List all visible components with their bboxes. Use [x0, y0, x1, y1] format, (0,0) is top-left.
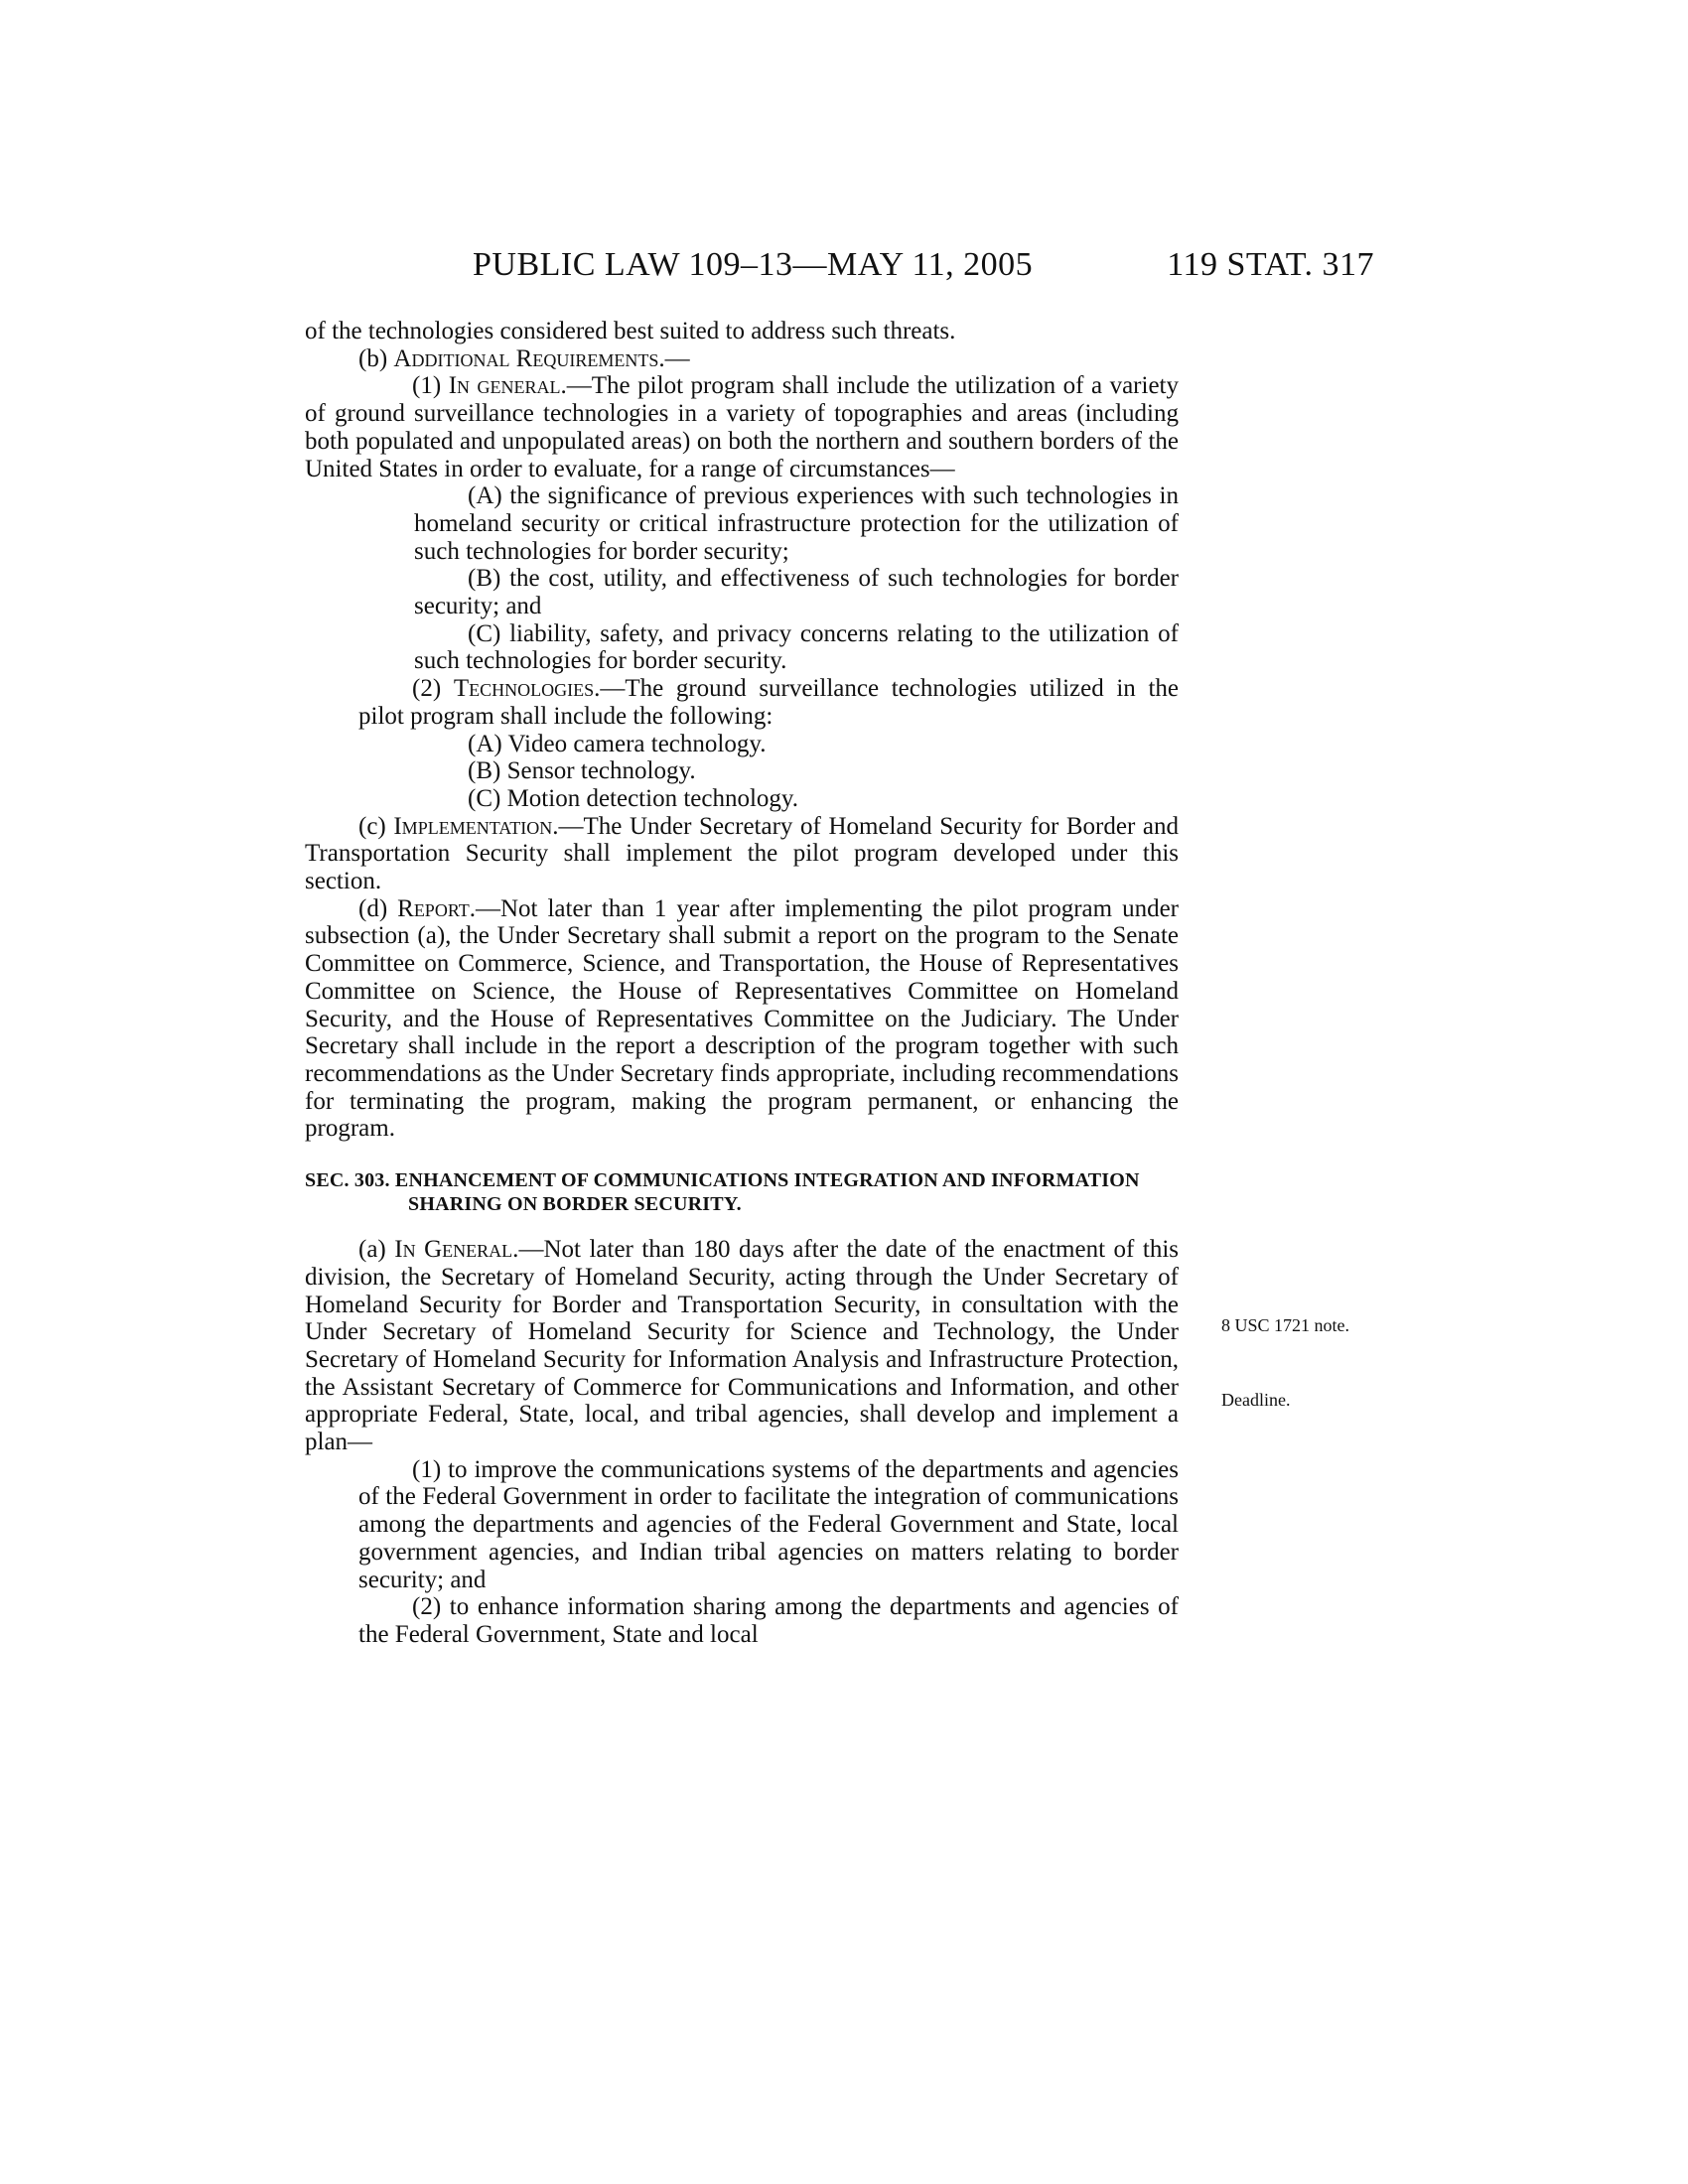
continuation-paragraph: of the technologies considered best suited to address such threats.	[305, 318, 956, 344]
subsection-d-text: —Not later than 1 year after implementing the pilot program under subsection (a), the Under Secretary shall submit a report on the program to the Senate Committee on Commerce, Science, and Transportation, the House of Representatives Committee on Science, the House of Representatives Committee on Homeland Security, and the House of Representatives Committee on the Judiciary. The Under Secretary shall include in the report a description of the program together with such recommendations as the Under Secretary finds appropriate, including recommendations for terminating the program, making the program permanent, or enhancing the program.	[305, 894, 1179, 1143]
subsection-b-label: (b)	[358, 344, 394, 372]
subparagraph-b1-a: (A) the significance of previous experiences with such technologies in homeland security or critical infrastructure protection for the utilization of such technologies for border security;	[414, 482, 1179, 565]
subsection-c-label: (c)	[358, 812, 394, 840]
subsection-c-text: —The Under Secretary of Homeland Security for Border and Transportation Security shall implement the pilot program developed under this section.	[305, 812, 1180, 895]
subsection-c	[305, 813, 1179, 895]
subsection-c-title: Implementation.	[393, 812, 559, 840]
subsection-d	[305, 895, 1179, 1143]
subparagraph-b2-c: (C) Motion detection technology.	[468, 784, 799, 812]
margin-note-deadline: Deadline.	[1221, 1390, 1291, 1410]
paragraph-b1-text: —The pilot program shall include the utilization of a variety of ground surveillance technologies in a variety of topographies and areas (including both populated and unpopulated areas) on both the northern and southern borders of the United States in order to evaluate, for a range of circumstances—	[305, 372, 1179, 482]
paragraph-b2-title: Technologies.	[453, 675, 601, 703]
subparagraph-b1-c: (C) liability, safety, and privacy concerns relating to the utilization of such technologies for border security.	[414, 619, 1179, 675]
paragraph-b1-label: (1)	[412, 372, 449, 400]
section-303-a-text: —Not later than 180 days after the date of the enactment of this division, the Secretary of Homeland Security, acting through the Under Secretary of Homeland Security for Border and Transportation Security, in consultation with the Under Secretary of Homeland Security for Science and Technology, the Under Secretary of Homeland Security for Information Analysis and Infrastructure Protection, the Assistant Secretary of Commerce for Communications and Information, and other appropriate Federal, State, local, and tribal agencies, shall develop and implement a plan—	[305, 1236, 1180, 1456]
subparagraph-b2-a: (A) Video camera technology.	[468, 730, 767, 757]
body-text	[305, 318, 1179, 1649]
paragraph-b1-title: In general.	[448, 372, 567, 400]
section-303-subsection-a	[305, 1236, 1179, 1456]
section-303-paragraph-2: (2) to enhance information sharing among the departments and agencies of the Federal Government, State and local	[358, 1593, 1179, 1648]
subsection-b-dash: —	[664, 344, 690, 372]
subsection-d-title: Report.	[397, 894, 476, 922]
section-303-paragraph-1: (1) to improve the communications systems of the departments and agencies of the Federal Government in order to facilitate the integration of communications among the departments and agencies of the Federal Government and State, local government agencies, and Indian tribal agencies on matters relating to border security; and	[358, 1455, 1179, 1593]
subsection-d-label: (d)	[358, 894, 398, 922]
margin-note-usc: 8 USC 1721 note.	[1221, 1315, 1350, 1335]
section-303-heading: SEC. 303. ENHANCEMENT OF COMMUNICATIONS INTEGRATION AND INFORMATION SHARING ON BORDER SECURITY.	[305, 1169, 1140, 1216]
subsection-b-title: Additional Requirements.	[393, 344, 665, 372]
paragraph-b1	[305, 372, 1179, 482]
subparagraph-b2-b: (B) Sensor technology.	[468, 757, 696, 785]
subsection-b-heading	[305, 345, 1179, 373]
section-303-a-title: In General.	[394, 1236, 519, 1264]
paragraph-b2	[305, 675, 1179, 730]
subparagraph-b1-b: (B) the cost, utility, and effectiveness of such technologies for border security; and	[414, 565, 1179, 620]
stat-page-number: 119 STAT. 317	[1167, 246, 1374, 283]
paragraph-b2-label: (2)	[412, 675, 454, 703]
section-303-heading-block	[305, 1168, 1179, 1216]
paragraph-b2-text: —The ground surveillance technologies utilized in the pilot program shall include the following:	[358, 675, 1179, 730]
running-head-title: PUBLIC LAW 109–13—MAY 11, 2005	[473, 246, 1034, 283]
section-303-a-label: (a)	[358, 1236, 395, 1264]
